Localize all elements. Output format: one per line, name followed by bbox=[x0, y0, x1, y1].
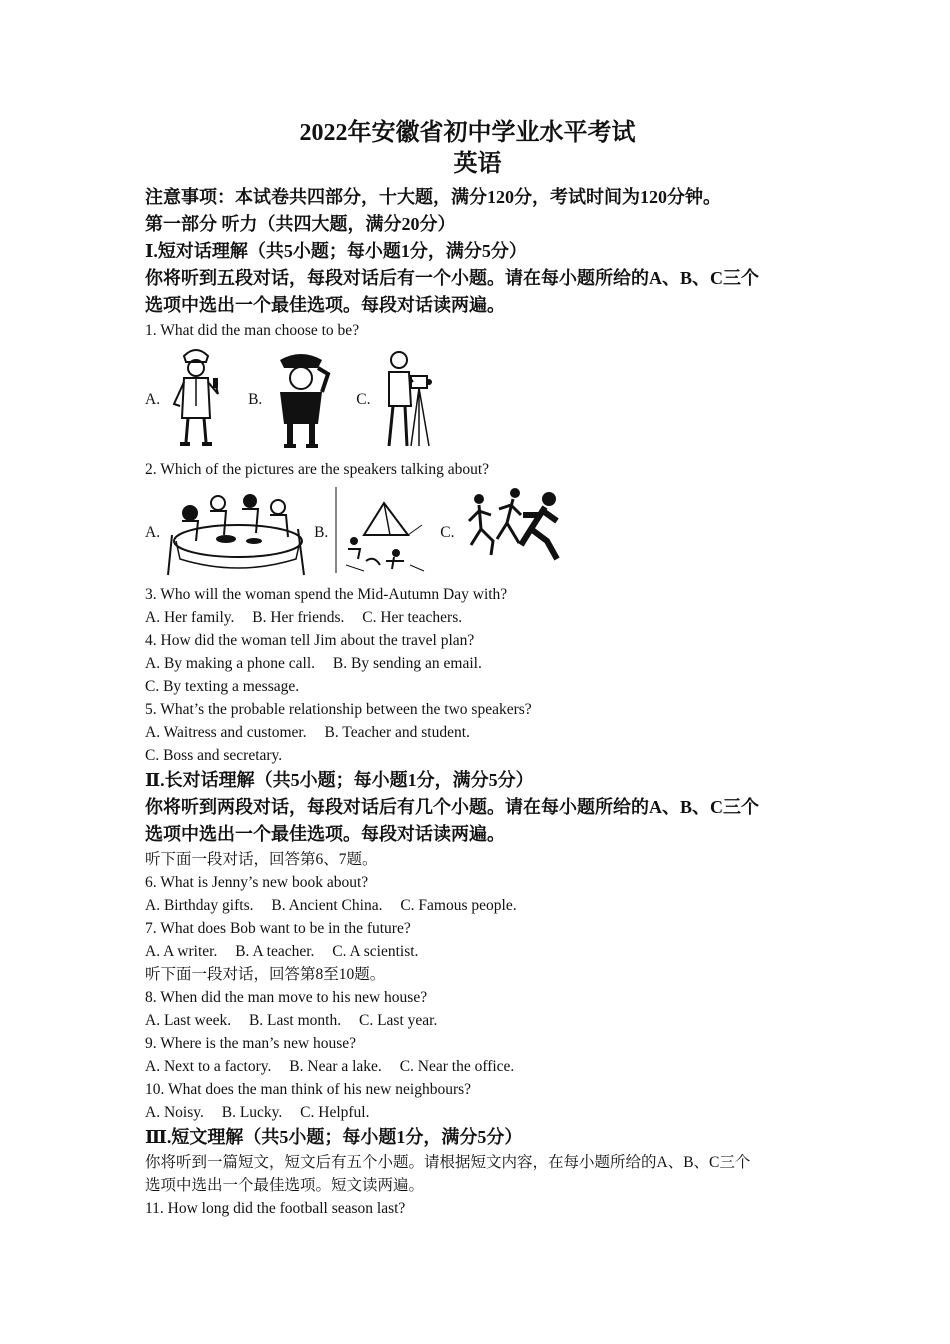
q4-option-b: B. By sending an email. bbox=[332, 655, 482, 672]
question-11: 11. How long did the football season last? bbox=[145, 1200, 406, 1217]
q5-option-a: A. Waitress and customer. bbox=[145, 724, 307, 741]
q8-option-b: B. Last month. bbox=[248, 1012, 342, 1029]
q6-option-b: B. Ancient China. bbox=[271, 897, 383, 914]
section3-heading: Ⅲ.短文理解（共5小题；每小题1分，满分5分） bbox=[145, 1127, 523, 1147]
q3-option-c: C. Her teachers. bbox=[362, 609, 463, 626]
question-3: 3. Who will the woman spend the Mid-Autumn Day with? bbox=[145, 586, 508, 603]
question-5: 5. What’s the probable relationship between the two speakers? bbox=[145, 701, 532, 718]
section1-instruction-2: 选项中选出一个最佳选项。每段对话读两遍。 bbox=[145, 295, 505, 315]
q7-options bbox=[145, 940, 810, 963]
section1-instruction: 你将听到五段对话，每段对话后有一个小题。请在每小题所给的A、B、C三个 bbox=[145, 268, 760, 288]
subject-title: 英语 bbox=[453, 151, 502, 177]
q7-option-a: A. A writer. bbox=[145, 943, 218, 960]
q1-option-b-label: B. bbox=[248, 391, 263, 408]
q3-option-b: B. Her friends. bbox=[252, 609, 345, 626]
q2-options bbox=[145, 483, 810, 583]
question-7: 7. What does Bob want to be in the future? bbox=[145, 920, 411, 937]
q5-options-row1 bbox=[145, 721, 810, 744]
family-dinner-icon bbox=[166, 485, 308, 582]
q2-option-b-label: B. bbox=[314, 524, 329, 541]
q5-option-c: C. Boss and secretary. bbox=[145, 747, 283, 764]
question-8: 8. When did the man move to his new house? bbox=[145, 989, 428, 1006]
q6-option-a: A. Birthday gifts. bbox=[145, 897, 254, 914]
q9-options bbox=[145, 1055, 810, 1078]
question-9: 9. Where is the man’s new house? bbox=[145, 1035, 357, 1052]
section3-instruction-2: 选项中选出一个最佳选项。短文读两遍。 bbox=[145, 1177, 425, 1194]
section3-instruction: 你将听到一篇短文，短文后有五个小题。请根据短文内容，在每小题所给的A、B、C三个 bbox=[145, 1154, 751, 1171]
section2-instruction: 你将听到两段对话，每段对话后有几个小题。请在每小题所给的A、B、C三个 bbox=[145, 797, 760, 817]
cameraman-icon bbox=[377, 346, 437, 455]
q6-option-c: C. Famous people. bbox=[400, 897, 517, 914]
question-1: 1. What did the man choose to be? bbox=[145, 322, 360, 339]
section2-heading: Ⅱ.长对话理解（共5小题；每小题1分，满分5分） bbox=[145, 770, 534, 790]
q4-option-a: A. By making a phone call. bbox=[145, 655, 316, 672]
exam-page bbox=[145, 118, 810, 1220]
running-icon bbox=[461, 485, 569, 582]
q3-option-a: A. Her family. bbox=[145, 609, 235, 626]
q8-option-a: A. Last week. bbox=[145, 1012, 232, 1029]
q7-option-c: C. A scientist. bbox=[332, 943, 419, 960]
q1-option-a-label: A. bbox=[145, 391, 161, 408]
question-10: 10. What does the man think of his new neighbours? bbox=[145, 1081, 472, 1098]
q1-option-c-label: C. bbox=[356, 391, 371, 408]
notice: 注意事项：本试卷共四部分，十大题，满分120分，考试时间为120分钟。 bbox=[145, 187, 721, 207]
q6-options bbox=[145, 894, 810, 917]
q10-option-c: C. Helpful. bbox=[300, 1104, 370, 1121]
section2-instruction-2: 选项中选出一个最佳选项。每段对话读两遍。 bbox=[145, 824, 505, 844]
q7-option-b: B. A teacher. bbox=[235, 943, 315, 960]
q1-options bbox=[145, 342, 810, 458]
q4-option-c: C. By texting a message. bbox=[145, 678, 300, 695]
q10-options bbox=[145, 1101, 810, 1124]
q9-option-b: B. Near a lake. bbox=[289, 1058, 382, 1075]
q10-option-b: B. Lucky. bbox=[221, 1104, 283, 1121]
q2-option-c-label: C. bbox=[440, 524, 455, 541]
section2-note-2: 听下面一段对话，回答第8至10题。 bbox=[145, 966, 386, 983]
section1-heading: Ⅰ.短对话理解（共5小题；每小题1分，满分5分） bbox=[145, 241, 527, 261]
q9-option-a: A. Next to a factory. bbox=[145, 1058, 272, 1075]
q8-options bbox=[145, 1009, 810, 1032]
page-title: 2022年安徽省初中学业水平考试 bbox=[299, 120, 636, 146]
part1-heading: 第一部分 听力（共四大题，满分20分） bbox=[145, 214, 456, 234]
question-6: 6. What is Jenny’s new book about? bbox=[145, 874, 369, 891]
q8-option-c: C. Last year. bbox=[358, 1012, 438, 1029]
camping-icon bbox=[334, 485, 430, 582]
q5-option-b: B. Teacher and student. bbox=[324, 724, 470, 741]
q4-options-row1 bbox=[145, 652, 810, 675]
police-officer-icon bbox=[268, 346, 334, 455]
section2-note-1: 听下面一段对话，回答第6、7题。 bbox=[145, 851, 378, 868]
question-2: 2. Which of the pictures are the speakers talking about? bbox=[145, 461, 490, 478]
q2-option-a-label: A. bbox=[145, 524, 161, 541]
q9-option-c: C. Near the office. bbox=[399, 1058, 515, 1075]
q3-options bbox=[145, 606, 810, 629]
question-4: 4. How did the woman tell Jim about the travel plan? bbox=[145, 632, 475, 649]
doctor-icon bbox=[166, 346, 226, 455]
q10-option-a: A. Noisy. bbox=[145, 1104, 204, 1121]
